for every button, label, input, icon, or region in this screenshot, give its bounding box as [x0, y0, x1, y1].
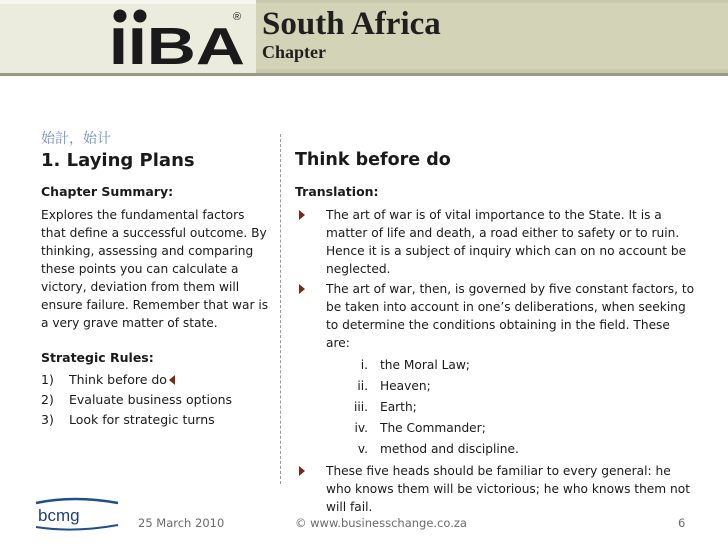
factors-list — [336, 356, 695, 458]
triangle-bullet-icon — [299, 210, 305, 220]
triangle-bullet-icon — [299, 466, 305, 476]
registered-mark: ® — [233, 11, 242, 23]
header-title: South Africa — [262, 6, 441, 42]
factor-number: v. — [357, 442, 368, 456]
translation-bullet — [295, 462, 695, 516]
factor-item — [336, 356, 695, 374]
factor-number: ii. — [357, 379, 368, 393]
rule-number: 3) — [41, 412, 54, 427]
bcmg-logo — [34, 497, 120, 536]
rule-text: Evaluate business options — [69, 392, 233, 407]
rule-item — [41, 370, 232, 390]
rule-text-label: Think before do — [69, 372, 167, 387]
factor-number: iii. — [353, 400, 368, 414]
bullet-text: The art of war is of vital importance to the State. It is a matter of life and death, a road either to safety or to ruin. Hence it is a subject of inquiry which can on no account be neglected. — [326, 208, 687, 276]
footer-copyright: © www.businesschange.co.za — [295, 516, 467, 530]
rules-label: Strategic Rules: — [41, 350, 154, 365]
factor-text: method and discipline. — [380, 442, 519, 456]
bullet-text: These five heads should be familiar to every general: he who knows them will be victorious; he who knows them not will fail. — [326, 464, 691, 514]
factor-text: The Commander; — [380, 421, 486, 435]
column-divider — [280, 134, 281, 484]
factor-text: Earth; — [380, 400, 417, 414]
factor-text: Heaven; — [380, 379, 431, 393]
section-title: Think before do — [295, 150, 451, 170]
factor-number: i. — [360, 358, 368, 372]
footer-date: 25 March 2010 — [138, 516, 225, 530]
factor-item — [336, 440, 695, 458]
cursor-arrow-icon — [169, 375, 175, 385]
translation-bullet — [295, 206, 695, 278]
factor-item — [336, 419, 695, 437]
summary-label: Chapter Summary: — [41, 184, 174, 199]
rule-number: 2) — [41, 392, 54, 407]
bullet-text: The art of war, then, is governed by five constant factors, to be taken into account in one’s deliberations, when seeking to determine the conditions obtaining in the field. These are: — [326, 282, 695, 350]
header-subtitle: Chapter — [262, 42, 326, 62]
chinese-title: 始計，始计 — [41, 131, 111, 147]
chapter-title: 1. Laying Plans — [41, 150, 195, 171]
strategic-rules-list — [41, 370, 232, 430]
translation-label: Translation: — [295, 184, 379, 199]
translation-bullet — [295, 280, 695, 458]
factor-text: the Moral Law; — [380, 358, 470, 372]
factor-item — [336, 398, 695, 416]
page-number: 6 — [678, 516, 686, 530]
rule-text — [69, 370, 175, 390]
translation-list — [295, 206, 695, 518]
rule-item — [41, 410, 232, 430]
logo-text: IIBA — [109, 18, 245, 70]
rule-item — [41, 390, 232, 410]
summary-text: Explores the fundamental factors that define a successful outcome. By thinking, assessing and comparing these points you can calculate a victory, deviation from them will ensure failure. Remember that war is a very grave matter of state. — [41, 208, 269, 330]
iiba-logo — [105, 4, 255, 75]
triangle-bullet-icon — [299, 284, 305, 294]
factor-item — [336, 377, 695, 395]
bcmg-logo-text: bcmg — [38, 506, 80, 525]
rule-number: 1) — [41, 372, 54, 387]
factor-number: iv. — [354, 421, 368, 435]
rule-text: Look for strategic turns — [69, 412, 215, 427]
